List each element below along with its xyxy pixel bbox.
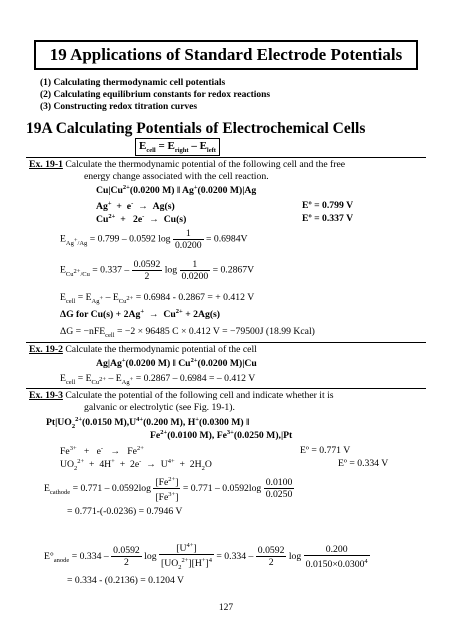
example-3-cell-line-1: $Pt|UO_2^{2+}(0.0150$ $M),U^{4+}(0.200$ M), H+(0.0300 M) ‖: [46, 416, 250, 431]
delta-g-line: ΔG = −nFE$_{cell}$ = −2 × 96485 C × 0.412 V = −79500J (18.99 Kcal): [60, 326, 315, 339]
example-2-cell: Ag|Ag+(0.0200 M) ‖ $Cu^{2+}(0.0200$ M)|Cu: [96, 357, 257, 370]
anode-result: = 0.334 - (0.2136) = 0.1204 V: [67, 575, 185, 586]
half-reaction-cu: $Cu^{2+} + 2e^- \to Cu(s)$: [96, 213, 187, 226]
example-3-cell-line-2: $Fe^{2+}(0.0100$ M), $Fe^{3+}(0.0250$ M),|Pt: [150, 429, 293, 442]
objective-2: (2) Calculating equilibrium constants for redox reactions: [40, 90, 271, 100]
example-2-intro: Ex. 19-2 Calculate the thermodynamic potential of the cell: [29, 344, 257, 355]
ecell-formula-box: $E_{cell} = E_{right} - E_{left}$: [135, 138, 220, 156]
example-1-intro-2: energy change associated with the cell reaction.: [84, 171, 269, 182]
page-number: 127: [218, 603, 234, 613]
example-1-intro: Ex. 19-1 Calculate the thermodynamic potential of the following cell and the free: [29, 159, 346, 170]
nernst-cathode: $E_{cathode} = 0.771 - 0.0592\log$ $\frac{[Fe^{2+}]}{[Fe^{3+}]}$ = 0.771 – 0.0592log $\frac{0.0100}{0.0250}$: [44, 476, 293, 504]
reaction-fe: $Fe^{3+} + e^- \to Fe^{2+}$: [60, 445, 144, 458]
objective-1: (1) Calculating thermodynamic cell potentials: [40, 78, 226, 88]
nernst-anode: $E^\circ_{anode} = 0.334$ – $\frac{0.0592}{2}$ log $\frac{[U^{4+}]}{[UO_2^{2+}][H^+]^4}$ = 0.334 – $\frac{0.0592}{2}$ log $\frac{0.200}{0.0150\times 0.0300^4}$: [44, 542, 368, 572]
divider: [26, 388, 426, 389]
example-1-cell: $Cu|Cu^{2+}(0.0200$ M) ‖ Ag+(0.0200 M)|Ag: [96, 184, 257, 197]
nernst-ag: $E_{Ag^+/Ag} = 0.799 - 0.0592$ log $\frac{1}{0.0200}$ = 0.6984V: [60, 228, 248, 251]
section-heading: 19A Calculating Potentials of Electrochemical Cells: [26, 120, 366, 137]
ecell-result-2: $E_{cell} = E_{Cu^{2+}} - E_{Ag^+} = 0.2867 - 0.6984$ = – 0.412 V: [60, 373, 256, 386]
delta-g-reaction: ΔG for $Cu(s) + 2Ag^+ \to Cu^{2+} + 2Ag(s)$: [60, 308, 221, 321]
ecell-result-1: $E_{cell} = E_{Ag^+} - E_{Cu^{2+}} = 0.6984 - 0.2867$ = + 0.412 V: [60, 292, 255, 305]
divider: [26, 342, 426, 343]
divider: [26, 157, 426, 158]
page-title: 19 Applications of Standard Electrode Potentials: [49, 45, 403, 64]
nernst-cu: $E_{Cu^{2+}/Cu} = 0.337$ – $\frac{0.0592}{2}$ log $\frac{1}{0.0200}$ = 0.2867V: [60, 259, 255, 282]
reaction-u-potential: Eº = 0.334 V: [338, 458, 389, 469]
example-3-intro-2: galvanic or electrolytic (see Fig. 19-1).: [84, 402, 235, 413]
reaction-u: $UO_2^{2+} + 4H^+ + 2e^- \to U^{4+} + 2H_2O$: [60, 458, 212, 473]
half-reaction-ag: Ag+ + e- → Ag(s): [96, 200, 175, 213]
title-box: [34, 40, 418, 70]
example-3-intro: Ex. 19-3 Calculate the potential of the following cell and indicate whether it is: [29, 390, 334, 401]
reaction-fe-potential: Eº = 0.771 V: [300, 445, 351, 456]
half-reaction-cu-potential: Eº = 0.337 V: [302, 213, 354, 224]
objective-3: (3) Constructing redox titration curves: [40, 102, 198, 112]
half-reaction-ag-potential: Eº = 0.799 V: [302, 200, 354, 211]
cathode-result: = 0.771-(-0.0236) = 0.7946 V: [67, 506, 183, 517]
